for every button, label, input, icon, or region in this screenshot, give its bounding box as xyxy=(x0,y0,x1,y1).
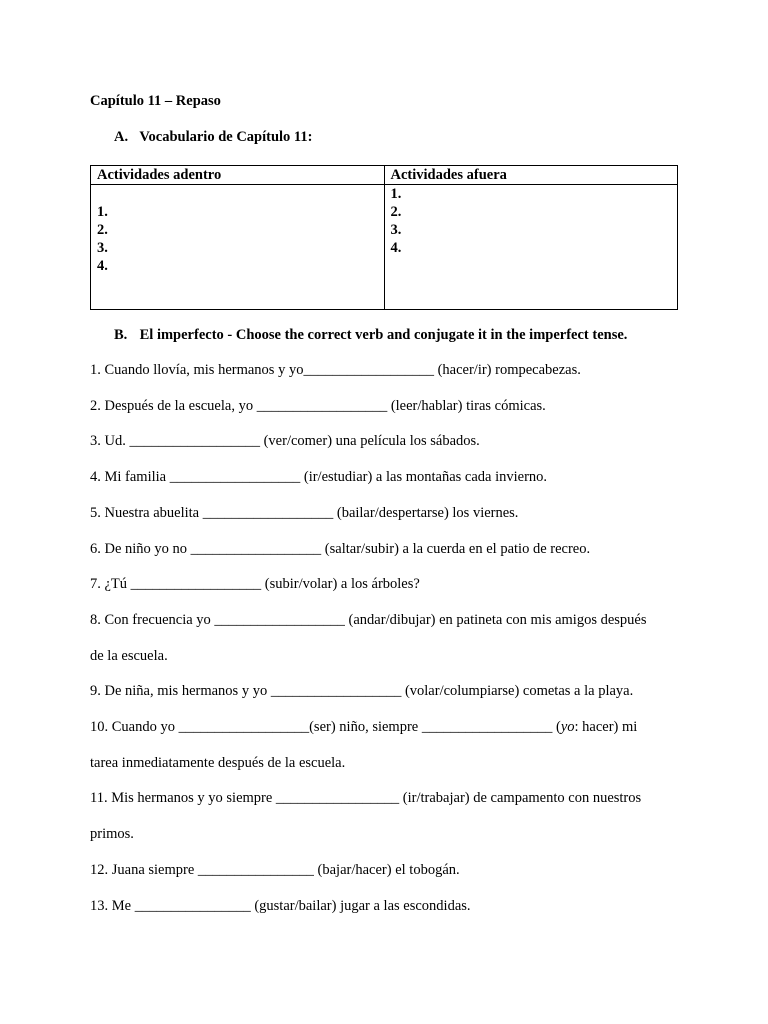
question-continuation: de la escuela. xyxy=(90,648,168,664)
page-title: Capítulo 11 – Repaso xyxy=(90,93,221,109)
question-10-tail: : hacer) mi xyxy=(574,719,638,735)
question-line: 2. Después de la escuela, yo __________________ (leer/hablar) tiras cómicas. xyxy=(90,398,546,414)
column-header-outdoor: Actividades afuera xyxy=(384,166,678,185)
indoor-item: 2. xyxy=(97,222,108,238)
indoor-item: 1. xyxy=(97,204,108,220)
outdoor-item: 4. xyxy=(390,240,402,256)
outdoor-item: 1. xyxy=(390,186,402,202)
question-line: 6. De niño yo no __________________ (saltar/subir) a la cuerda en el patio de recreo. xyxy=(90,541,591,557)
question-continuation: tarea inmediatamente después de la escuela. xyxy=(90,755,346,771)
column-header-indoor: Actividades adentro xyxy=(91,166,385,185)
vocabulary-table xyxy=(90,165,678,310)
question-line: 7. ¿Tú __________________ (subir/volar) a los árboles? xyxy=(90,576,420,592)
section-a-text: Vocabulario de Capítulo 11: xyxy=(139,129,313,145)
section-a-letter: A. xyxy=(114,129,129,145)
outdoor-item: 3. xyxy=(390,222,402,238)
indoor-activities-cell[interactable] xyxy=(91,185,385,310)
section-a-heading xyxy=(114,129,312,146)
question-line: 5. Nuestra abuelita __________________ (bailar/despertarse) los viernes. xyxy=(90,505,519,521)
section-b-letter: B. xyxy=(114,327,128,343)
outdoor-item: 2. xyxy=(390,204,402,220)
indoor-item: 4. xyxy=(97,258,108,274)
question-line: 9. De niña, mis hermanos y yo __________________ (volar/columpiarse) cometas a la playa. xyxy=(90,683,634,699)
question-line: 8. Con frecuencia yo __________________ (andar/dibujar) en patineta con mis amigos después xyxy=(90,612,647,628)
question-line: 12. Juana siempre ________________ (bajar/hacer) el tobogán. xyxy=(90,862,460,878)
question-line: 11. Mis hermanos y yo siempre _________________ (ir/trabajar) de campamento con nuestros xyxy=(90,790,642,806)
question-continuation: primos. xyxy=(90,826,134,842)
question-line: 3. Ud. __________________ (ver/comer) una película los sábados. xyxy=(90,433,480,449)
question-10-text: 10. Cuando yo __________________(ser) niño, siempre __________________ ( xyxy=(90,719,561,735)
question-line: 4. Mi familia __________________ (ir/estudiar) a las montañas cada invierno. xyxy=(90,469,548,485)
question-10-italic-subject: yo xyxy=(560,719,575,735)
section-b-heading xyxy=(114,327,627,344)
question-line: 13. Me ________________ (gustar/bailar) jugar a las escondidas. xyxy=(90,898,471,914)
question-line: 1. Cuando llovía, mis hermanos y yo__________________ (hacer/ir) rompecabezas. xyxy=(90,362,581,378)
question-line xyxy=(90,719,637,736)
indoor-item: 3. xyxy=(97,240,108,256)
outdoor-activities-cell[interactable] xyxy=(384,185,678,310)
section-b-text: El imperfecto - Choose the correct verb and conjugate it in the imperfect tense. xyxy=(139,327,628,343)
